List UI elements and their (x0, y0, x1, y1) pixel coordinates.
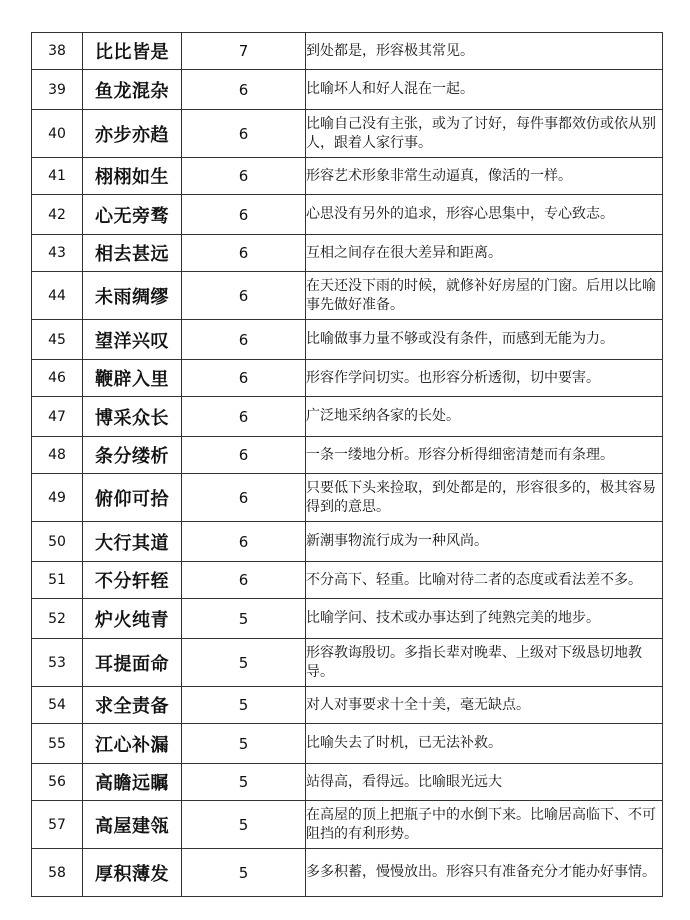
table-row (32, 639, 663, 687)
idiom-definition: 不分高下、轻重。比喻对待二者的态度或看法差不多。 (306, 562, 663, 599)
table-row (32, 33, 663, 70)
idiom-definition: 比喻自己没有主张，或为了讨好，每件事都效仿或依从别人，跟着人家行事。 (306, 110, 663, 158)
table-row (32, 195, 663, 235)
frequency-count: 6 (182, 437, 306, 474)
row-number: 39 (32, 70, 83, 110)
idiom-text: 大行其道 (83, 522, 182, 562)
idiom-table-container (31, 32, 662, 897)
frequency-count: 6 (182, 195, 306, 235)
table-row (32, 801, 663, 849)
idiom-definition: 形容作学问切实。也形容分析透彻，切中要害。 (306, 360, 663, 397)
row-number: 46 (32, 360, 83, 397)
idiom-definition: 比喻失去了时机，已无法补救。 (306, 724, 663, 764)
table-row (32, 320, 663, 360)
table-row (32, 522, 663, 562)
row-number: 53 (32, 639, 83, 687)
idiom-definition: 站得高，看得远。比喻眼光远大 (306, 764, 663, 801)
table-row (32, 599, 663, 639)
row-number: 41 (32, 158, 83, 195)
table-row (32, 562, 663, 599)
frequency-count: 5 (182, 687, 306, 724)
table-row (32, 110, 663, 158)
idiom-text: 俯仰可拾 (83, 474, 182, 522)
frequency-count: 6 (182, 70, 306, 110)
idiom-text: 江心补漏 (83, 724, 182, 764)
idiom-text: 比比皆是 (83, 33, 182, 70)
frequency-count: 6 (182, 474, 306, 522)
idiom-definition: 在高屋的顶上把瓶子中的水倒下来。比喻居高临下、不可阻挡的有利形势。 (306, 801, 663, 849)
idiom-text: 相去甚远 (83, 235, 182, 272)
frequency-count: 6 (182, 272, 306, 320)
frequency-count: 6 (182, 235, 306, 272)
idiom-definition: 只要低下头来捡取，到处都是的，形容很多的，极其容易得到的意思。 (306, 474, 663, 522)
idiom-definition: 对人对事要求十全十美，毫无缺点。 (306, 687, 663, 724)
idiom-text: 厚积薄发 (83, 849, 182, 897)
idiom-text: 鱼龙混杂 (83, 70, 182, 110)
row-number: 45 (32, 320, 83, 360)
idiom-definition: 比喻坏人和好人混在一起。 (306, 70, 663, 110)
frequency-count: 5 (182, 724, 306, 764)
row-number: 56 (32, 764, 83, 801)
idiom-text: 高屋建瓴 (83, 801, 182, 849)
table-row (32, 764, 663, 801)
idiom-text: 望洋兴叹 (83, 320, 182, 360)
idiom-text: 心无旁骛 (83, 195, 182, 235)
idiom-definition: 多多积蓄，慢慢放出。形容只有准备充分才能办好事情。 (306, 849, 663, 897)
idiom-text: 鞭辟入里 (83, 360, 182, 397)
idiom-text: 栩栩如生 (83, 158, 182, 195)
row-number: 42 (32, 195, 83, 235)
idiom-definition: 在天还没下雨的时候，就修补好房屋的门窗。后用以比喻事先做好准备。 (306, 272, 663, 320)
idiom-definition: 广泛地采纳各家的长处。 (306, 397, 663, 437)
table-row (32, 687, 663, 724)
table-row (32, 437, 663, 474)
frequency-count: 6 (182, 397, 306, 437)
idiom-text: 未雨绸缪 (83, 272, 182, 320)
row-number: 52 (32, 599, 83, 639)
idiom-definition: 比喻做事力量不够或没有条件，而感到无能为力。 (306, 320, 663, 360)
idiom-text: 条分缕析 (83, 437, 182, 474)
row-number: 48 (32, 437, 83, 474)
table-row (32, 849, 663, 897)
frequency-count: 6 (182, 320, 306, 360)
row-number: 47 (32, 397, 83, 437)
idiom-text: 求全责备 (83, 687, 182, 724)
frequency-count: 7 (182, 33, 306, 70)
frequency-count: 5 (182, 801, 306, 849)
frequency-count: 5 (182, 849, 306, 897)
frequency-count: 6 (182, 360, 306, 397)
frequency-count: 5 (182, 599, 306, 639)
table-row (32, 272, 663, 320)
table-row (32, 474, 663, 522)
row-number: 50 (32, 522, 83, 562)
row-number: 58 (32, 849, 83, 897)
row-number: 40 (32, 110, 83, 158)
table-row (32, 235, 663, 272)
idiom-text: 耳提面命 (83, 639, 182, 687)
idiom-definition: 互相之间存在很大差异和距离。 (306, 235, 663, 272)
idiom-text: 不分轩轾 (83, 562, 182, 599)
frequency-count: 5 (182, 764, 306, 801)
idiom-text: 高瞻远瞩 (83, 764, 182, 801)
idiom-definition: 到处都是，形容极其常见。 (306, 33, 663, 70)
row-number: 43 (32, 235, 83, 272)
row-number: 57 (32, 801, 83, 849)
frequency-count: 5 (182, 639, 306, 687)
table-row (32, 724, 663, 764)
idiom-text: 炉火纯青 (83, 599, 182, 639)
table-row (32, 70, 663, 110)
frequency-count: 6 (182, 562, 306, 599)
idiom-text: 亦步亦趋 (83, 110, 182, 158)
frequency-count: 6 (182, 158, 306, 195)
row-number: 51 (32, 562, 83, 599)
table-row (32, 397, 663, 437)
idiom-definition: 形容艺术形象非常生动逼真，像活的一样。 (306, 158, 663, 195)
idiom-definition: 一条一缕地分析。形容分析得细密清楚而有条理。 (306, 437, 663, 474)
table-row (32, 158, 663, 195)
idiom-definition: 新潮事物流行成为一种风尚。 (306, 522, 663, 562)
frequency-count: 6 (182, 522, 306, 562)
row-number: 44 (32, 272, 83, 320)
idiom-definition: 心思没有另外的追求，形容心思集中，专心致志。 (306, 195, 663, 235)
row-number: 55 (32, 724, 83, 764)
idiom-text: 博采众长 (83, 397, 182, 437)
idiom-definition: 比喻学问、技术或办事达到了纯熟完美的地步。 (306, 599, 663, 639)
row-number: 38 (32, 33, 83, 70)
row-number: 54 (32, 687, 83, 724)
row-number: 49 (32, 474, 83, 522)
idiom-definition: 形容教诲殷切。多指长辈对晚辈、上级对下级恳切地教导。 (306, 639, 663, 687)
idiom-table (31, 32, 663, 897)
frequency-count: 6 (182, 110, 306, 158)
table-row (32, 360, 663, 397)
